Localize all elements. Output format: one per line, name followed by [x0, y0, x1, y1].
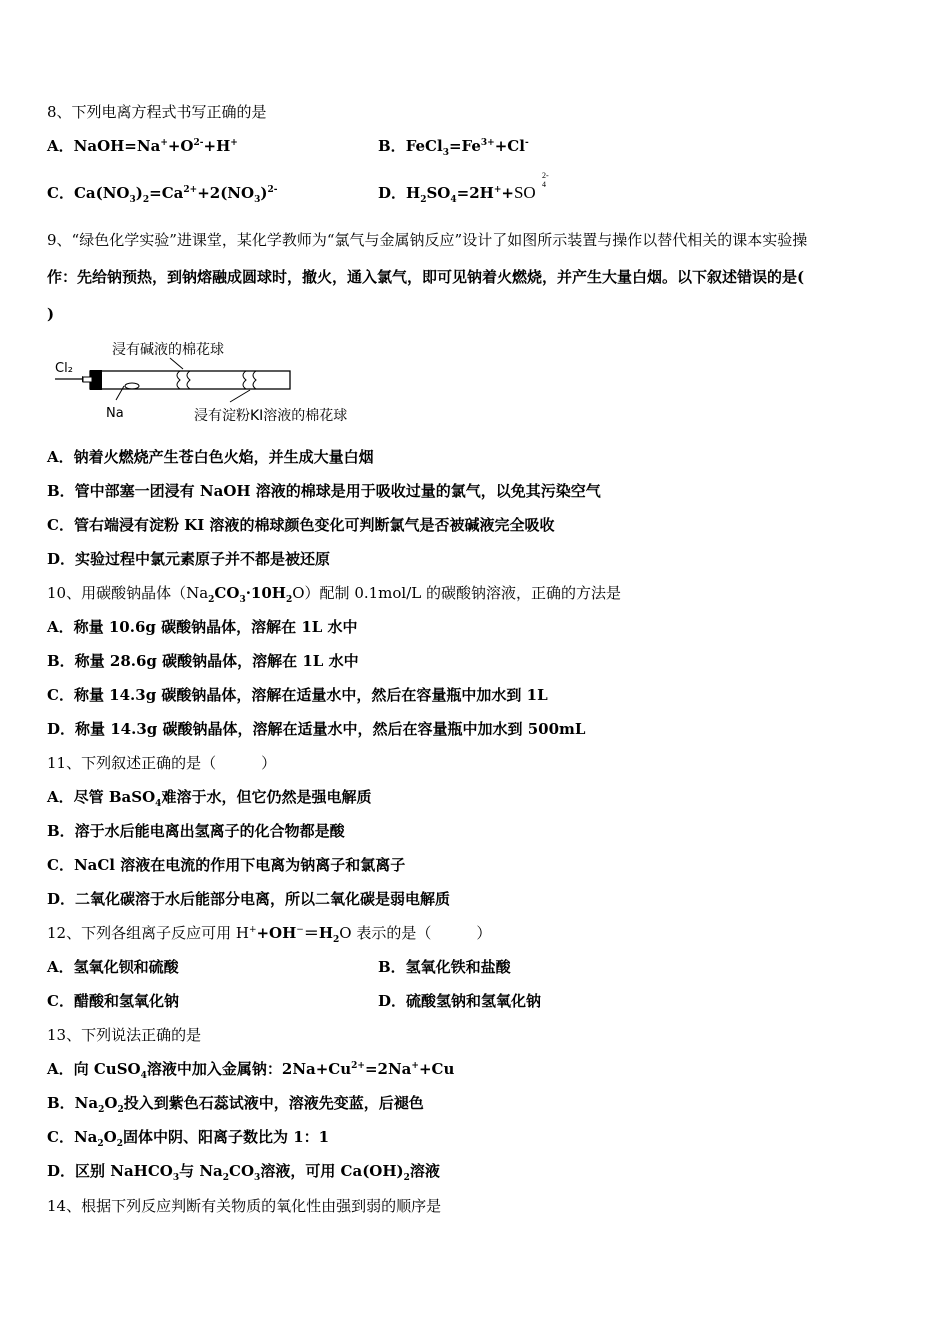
apparatus-figure — [50, 336, 380, 428]
bottom-label: 浸有淀粉KI溶液的棉花球 — [194, 408, 348, 424]
q13-option-a: A．向 CuSO$_4$溶液中加入金属钠：$2Na+Cu^{2+}=2Na^++Cu$ — [47, 1060, 455, 1081]
top-label-leader — [170, 358, 183, 369]
q12-stem: 12、下列各组离子反应可用 $H^++OH^-=H_2O$ 表示的是（ ） — [47, 924, 492, 945]
q10-option-b: B．称量 28.6g 碳酸钠晶体，溶解在 1L 水中 — [47, 652, 359, 670]
na-label: Na — [106, 406, 124, 421]
cotton-ball-right — [243, 371, 256, 389]
q8-option-d: D．$H_2SO_4=2H^++SO$ 2- 4 — [378, 171, 549, 205]
q13-option-d: D．区别 NaHCO$_3$与 $Na_2CO_3$溶液，可用 $Ca(OH)_2$溶液 — [47, 1162, 440, 1183]
q11-option-a: A．尽管 BaSO$_4$难溶于水，但它仍然是强电解质 — [47, 788, 372, 809]
q9-option-b: B．管中部塞一团浸有 NaOH 溶液的棉球是用于吸收过量的氯气，以免其污染空气 — [47, 482, 601, 500]
q11-option-d: D．二氧化碳溶于水后能部分电离，所以二氧化碳是弱电解质 — [47, 890, 451, 908]
q12-option-b: B．氢氧化铁和盐酸 — [378, 958, 511, 976]
q10-stem: 10、用碳酸钠晶体$(Na_2CO_3\cdot 10H_2O)$配制 0.1mol/L 的碳酸钠溶液，正确的方法是 — [47, 584, 622, 605]
q13-stem: 13、下列说法正确的是 — [47, 1026, 202, 1044]
q9-option-d: D．实验过程中氯元素原子并不都是被还原 — [47, 550, 331, 568]
q12-option-c: C．醋酸和氢氧化钠 — [47, 992, 179, 1010]
q13-option-c: C．$Na_2O_2$固体中阴、阳离子数比为 1：1 — [47, 1128, 330, 1149]
q8-option-b: B．$FeCl_3=Fe^{3+}+Cl^-$ — [378, 137, 529, 158]
na-leader-line — [116, 386, 124, 400]
q9-stem-line3: ) — [47, 305, 55, 323]
top-label: 浸有碱液的棉花球 — [112, 342, 224, 358]
q10-option-d: D．称量 14.3g 碳酸钠晶体，溶解在适量水中，然后在容量瓶中加水到 500mL — [47, 720, 586, 738]
bottom-label-leader — [230, 390, 250, 402]
q8-option-a: A．$NaOH=Na^++O^{2-}+H^+$ — [47, 137, 238, 155]
q9-option-a: A．钠着火燃烧产生苍白色火焰，并生成大量白烟 — [47, 448, 374, 466]
q9-stem-line2: 作：先给钠预热，到钠熔融成圆球时，撤火，通入氯气，即可见钠着火燃烧，并产生大量白烟。以下叙述错误的是( — [47, 268, 805, 286]
q13-option-b: B．$Na_2O_2$投入到紫色石蕊试液中，溶液先变蓝，后褪色 — [47, 1094, 424, 1115]
cotton-ball-middle — [177, 371, 190, 389]
sulfate-ion-formula: SO 2- 4 — [513, 171, 549, 202]
q11-stem: 11、下列叙述正确的是（ ） — [47, 754, 277, 772]
q9-stem-line1: 9、“绿色化学实验”进课堂，某化学教师为“氯气与金属钠反应”设计了如图所示装置与操作以替代相关的课本实验操 — [47, 231, 808, 249]
q12-option-a: A．氢氧化钡和硫酸 — [47, 958, 179, 976]
q11-option-b: B．溶于水后能电离出氢离子的化合物都是酸 — [47, 822, 345, 840]
q10-option-c: C．称量 14.3g 碳酸钠晶体，溶解在适量水中，然后在容量瓶中加水到 1L — [47, 686, 548, 704]
q8-stem: 8、下列电离方程式书写正确的是 — [47, 103, 267, 121]
q12-option-d: D．硫酸氢钠和氢氧化钠 — [378, 992, 542, 1010]
sodium-piece — [125, 383, 139, 389]
q11-option-c: C．NaCl 溶液在电流的作用下电离为钠离子和氯离子 — [47, 856, 406, 874]
inlet-tube — [83, 377, 92, 382]
q14-stem: 14、根据下列反应判断有关物质的氧化性由强到弱的顺序是 — [47, 1197, 442, 1215]
q10-option-a: A．称量 10.6g 碳酸钠晶体，溶解在 1L 水中 — [47, 618, 358, 636]
cl2-label: Cl₂ — [55, 361, 73, 376]
q8-option-c: C．$Ca(NO_3)_2=Ca^{2+}+2(NO_3)^{2-}$ — [47, 184, 278, 205]
q9-option-c: C．管右端浸有淀粉 KI 溶液的棉球颜色变化可判断氯气是否被碱液完全吸收 — [47, 516, 555, 534]
